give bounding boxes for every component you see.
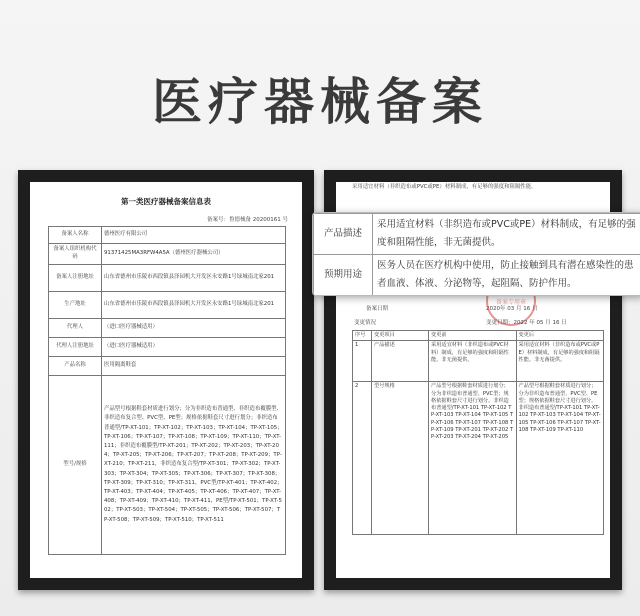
table-row (49, 227, 286, 244)
row-value: 山东省德州市乐陵市西段镇县泽园机大开发区永安路1号绿城南北家201 (102, 265, 286, 292)
row-value: 91371425MA3RFW4A5A（德州医疗器械公司） (102, 244, 286, 265)
cell-before: 采用适宜材料（非织造布或PVC材料）制成，有足够的强度和阻隔性能。非无菌提供。 (429, 341, 517, 382)
left-document-title: 第一类医疗器械备案信息表 (121, 197, 211, 206)
filing-date-label: 备案日期 (366, 306, 389, 312)
table-row (49, 376, 286, 555)
cell-no: 2 (353, 382, 372, 535)
cell-after: 产品型号根据鞋套材质进行划分；分为非织造布普通型、PVC型、PE型；规格依据鞋套尺寸进行划分。非织造布普通型/TP-XT-101 TP-XT-102 TP-XT-103 TP-XT-104 TP-XT-105 TP-XT-106 TP-XT-107 TP-XT-108 TP-XT-109 TP-XT-110 (516, 382, 604, 535)
callout-value: 医务人员在医疗机构中使用，防止接触到具有潜在感染性的患者血液、体液、分泌物等，起阻隔、防护作用。 (373, 255, 640, 296)
row-value: （进口医疗器械适用） (102, 319, 286, 338)
page-title: 医疗器械备案 (152, 73, 488, 131)
row-value: 德州医疗有限公司 (102, 227, 286, 244)
table-row (353, 382, 604, 535)
change-date: 变更日期：2022 年 05 月 16 日 (486, 320, 567, 326)
registration-number: 备案号：鲁德械备 20200161 号 (207, 217, 288, 223)
filing-date: 2020年 03 月 16 日 (486, 306, 538, 312)
row-value: 医用隔离鞋套 (102, 357, 286, 376)
cell-after: 采用适宜材料（非织造布或PVC或PE）材料制成，有足够的强度和阻隔性能。非无菌提供。 (516, 341, 604, 382)
table-row (49, 292, 286, 319)
table-row (49, 338, 286, 357)
right-document-top-text: 采用适宜材料（非织造布或PVC或PE）材料制成，有足够的强度和阻隔性能。 (352, 184, 537, 190)
row-label: 代理人 (49, 319, 102, 338)
row-label: 备案人名称 (49, 227, 102, 244)
table-row (49, 244, 286, 265)
row-value: 山东省德州市乐陵市西段镇县泽园机大开发区永安路1号绿城南北家201 (102, 292, 286, 319)
header-cell: 变更项目 (372, 331, 429, 341)
row-label: 生产地址 (49, 292, 102, 319)
change-table (352, 330, 604, 535)
registration-table (48, 226, 286, 555)
row-label: 型号/规格 (49, 376, 102, 555)
callout-label: 产品描述 (314, 214, 373, 255)
change-info-label: 变更情况 (354, 320, 377, 326)
cell-no: 1 (353, 341, 372, 382)
row-label: 产品名称 (49, 357, 102, 376)
callout-row (314, 214, 640, 255)
zoom-callout (312, 212, 640, 296)
header-cell: 变更后 (516, 331, 604, 341)
cell-before: 产品型号根据鞋套材质进行划分；分为非织造布普通型、PVC型；规格依据鞋套尺寸进行划分。非织造布普通型/TP-XT-101 TP-XT-102 TP-XT-103 TP-XT-104 TP-XT-105 TP-XT-106 TP-XT-107 TP-XT-108 TP-XT-109 TP-XT-201 TP-XT-202 TP-XT-203 TP-XT-204 TP-XT-205 (429, 382, 517, 535)
header-cell: 变更前 (429, 331, 517, 341)
header-cell: 序号 (353, 331, 372, 341)
callout-row (314, 255, 640, 296)
callout-value: 采用适宜材料（非织造布或PVC或PE）材料制成，有足够的强度和阻隔性能，非无菌提供。 (373, 214, 640, 255)
callout-table (313, 213, 640, 296)
row-label: 代理人注册地址 (49, 338, 102, 357)
left-document-frame (18, 170, 314, 590)
row-label: 备案人注册地址 (49, 265, 102, 292)
cell-item: 产品描述 (372, 341, 429, 382)
table-header-row (353, 331, 604, 341)
table-row (49, 319, 286, 338)
cell-item: 型号规格 (372, 382, 429, 535)
table-row (353, 341, 604, 382)
row-value: （进口医疗器械适用） (102, 338, 286, 357)
row-value: 产品型号根据鞋套材质进行划分；分为非织造布普通型、非织造布覆膜型、非织造布复合型、PVC型、PE型；规格依据鞋套尺寸进行划分；非织造布普通型/TP-XT-101；TP-XT-102；TP-XT-103；TP-XT-104；TP-XT-105；TP-XT-106；TP-XT-107；TP-XT-108；TP-XT-109；TP-XT-110；TP-XT-111；非织造布覆膜型/TP-XT-201；TP-XT-202；TP-XT-203；TP-XT-204；TP-XT-205；TP-XT-206；TP-XT-207；TP-XT-208；TP-XT-209；TP-XT-210；TP-XT-211，非织造布复合型/TP-XT-301；TP-XT-302；TP-XT-303；TP-XT-304；TP-XT-305；TP-XT-306；TP-XT-307；TP-XT-308；TP-XT-309；TP-XT-310；TP-XT-311，PVC型/TP-XT-401；TP-XT-402；TP-XT-403；TP-XT-404；TP-XT-405；TP-XT-406；TP-XT-407；TP-XT-408；TP-XT-409；TP-XT-410；TP-XT-411，PE型/TP-XT-501；TP-XT-502；TP-XT-503；TP-XT-504；TP-XT-505；TP-XT-506；TP-XT-507；TP-XT-508；TP-XT-509；TP-XT-510；TP-XT-511 (102, 376, 286, 555)
row-label: 备案人组织机构代码 (49, 244, 102, 265)
stamp-text: 备案专用章 (495, 298, 526, 306)
callout-label: 预期用途 (314, 255, 373, 296)
left-document (30, 182, 302, 578)
table-row (49, 265, 286, 292)
table-row (49, 357, 286, 376)
